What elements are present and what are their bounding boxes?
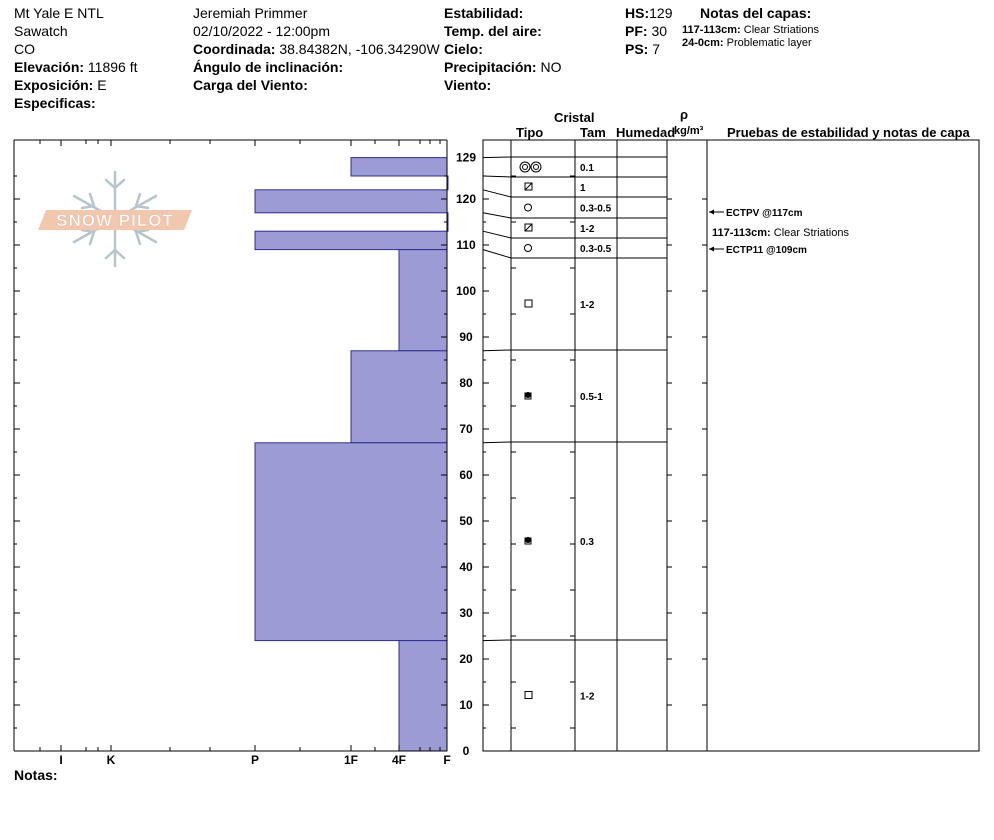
grain-size-label: 1-2 [580,691,595,703]
depth-tick-label: 80 [459,376,473,390]
hardness-label: I [59,753,63,767]
grain-slash [525,224,532,231]
size-header: Tam [580,125,606,140]
crystal-header: Cristal [554,110,595,125]
layer-connector [483,640,511,641]
depth-tick-label: 40 [459,560,473,574]
depth-tick-label: 90 [459,330,473,344]
notes-label: Notas: [14,767,58,783]
test-arrow-head [709,210,714,215]
faceted-crystals-icon [525,300,532,307]
rounded-grains-icon [525,204,532,211]
hardness-label: 4F [391,753,407,767]
logo-text: SNOW PILOT [56,211,174,230]
layer-note: 24-0cm: Problematic layer [682,37,812,49]
aspect: Exposición: E [14,77,107,93]
depth-tick-label: 70 [459,422,473,436]
depth-tick-label: 129 [455,150,477,165]
layer-connector [483,213,511,218]
depth-tick-label: 20 [459,652,473,666]
grain-size-label: 0.3-0.5 [580,244,612,255]
specifics: Especificas: [14,95,96,111]
grain-circle [523,165,528,170]
grain-square [525,692,532,699]
tests-header: Pruebas de estabilidad y notas de capa [727,125,970,140]
depth-tick-label: 50 [459,514,473,528]
layer-note-label: 117-113cm: Clear Striations [712,227,849,239]
hardness-bar [255,190,447,213]
faceted-crystals-icon [525,692,532,699]
grain-size-label: 1-2 [580,224,595,235]
faceted-crystals-icon [525,183,532,190]
slope-angle: Ángulo de inclinación: [193,59,344,75]
layer-connector [483,157,511,158]
rounded-grains-icon [525,245,532,252]
hardness-label: F [443,753,451,767]
grain-circle [534,165,539,170]
range-name: Sawatch [14,23,68,39]
layer-connector [483,350,511,351]
elevation: Elevación: 11896 ft [14,59,138,75]
hardness-label: K [106,753,116,767]
layer-connector [483,442,511,443]
hardness-label: P [250,753,260,767]
state-name: CO [14,41,35,57]
ps: PS: 7 [625,41,661,57]
grain-size-label: 1-2 [580,300,595,311]
grain-round [525,245,532,252]
type-header: Tipo [516,125,544,140]
hardness-bar [255,443,447,641]
layer-connector [483,231,511,238]
precipitation-particles-icon [520,162,541,172]
layer-note: 117-113cm: Clear Striations [682,24,819,36]
depth-tick-label: 10 [459,698,473,712]
site-name: Mt Yale E NTL [14,5,104,21]
stability: Estabilidad: [444,5,524,21]
grain-size-label: 0.3 [580,537,594,548]
test-arrow-head [709,247,714,252]
hardness-bar [255,231,447,249]
layer-connector [483,176,511,177]
density-unit: kg/m³ [674,125,704,137]
depth-tick-label: 120 [455,192,477,206]
coordinates: Coordinada: 38.84382N, -106.34290W [193,41,440,57]
faceted-crystals-icon [525,224,532,231]
grain-circle [520,162,530,172]
stability-test-label: ECTPV @117cm [726,208,803,219]
grain-size-label: 0.3-0.5 [580,203,612,215]
hardness-label: 1F [343,753,359,767]
hardness-bar [399,250,447,351]
grain-round [525,204,532,211]
grain-size-label: 0.5-1 [580,392,603,403]
grain-dot [525,537,531,543]
precipitation: Precipitación: NO [444,59,562,75]
rho-header: ρ [680,107,689,122]
wind: Viento: [444,77,492,93]
layer-connector [483,190,511,197]
datetime: 02/10/2022 - 12:00pm [193,23,330,39]
stability-test-label: ECTP11 @109cm [726,245,807,256]
grain-size-label: 0.1 [580,163,594,174]
depth-tick-label: 110 [456,238,476,252]
grain-slash [525,183,532,190]
depth-tick-label: 60 [459,468,473,482]
depth-tick-label: 0 [462,744,470,758]
grain-dot [525,392,531,398]
moisture-header: Humedad [616,125,676,140]
rounding-facets-icon [525,392,531,399]
hardness-bar [351,158,447,176]
sky: Cielo: [444,41,483,57]
hardness-bar [399,641,447,751]
observer: Jeremiah Primmer [193,5,308,21]
depth-tick-label: 100 [455,284,477,298]
layer-notes-title: Notas del capas: [700,5,812,21]
grain-size-label: 1 [580,183,586,194]
hs: HS:129 [625,5,673,21]
rounding-facets-icon [525,537,531,544]
hardness-bar [351,351,447,443]
layer-connector [483,250,511,258]
pf: PF: 30 [625,23,668,39]
snowpilot-logo [38,172,192,266]
grain-square [525,300,532,307]
grain-circle [531,162,541,172]
wind-loading: Carga del Viento: [193,77,308,93]
air-temp: Temp. del aire: [444,23,542,39]
depth-tick-label: 30 [459,606,473,620]
